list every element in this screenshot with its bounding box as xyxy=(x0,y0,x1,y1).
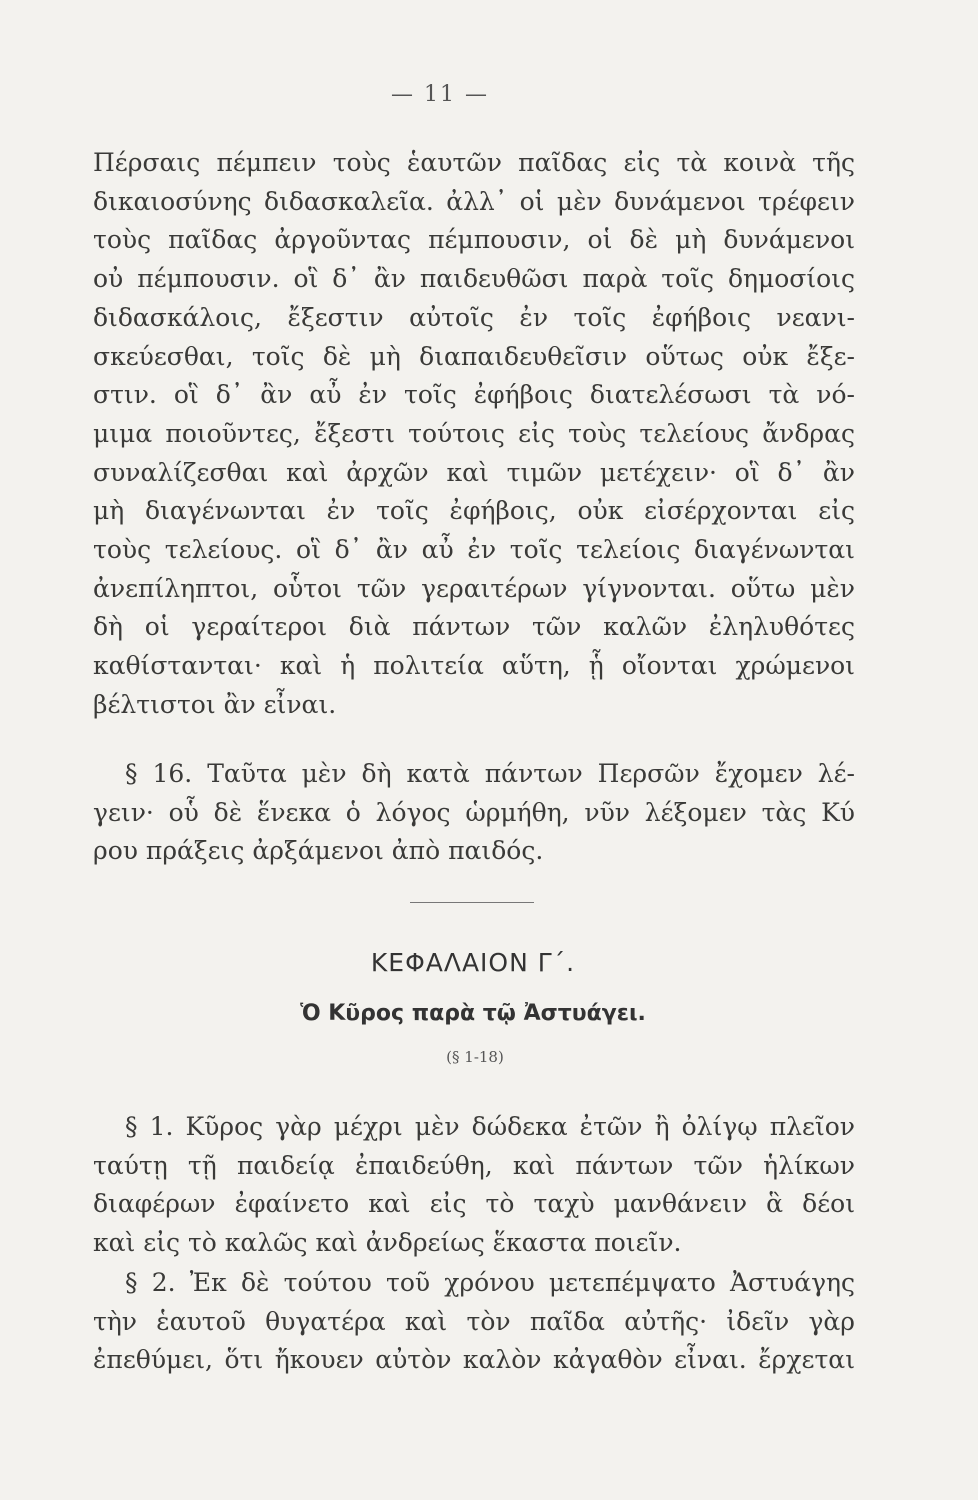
text-line: μιμα ποιοῦντες, ἔξεστι τούτοις εἰς τοὺς τελείους ἄνδρας xyxy=(93,418,855,448)
text-line: δικαιοσύνης διδασκαλεῖα. ἀλλ᾽ οἱ μὲν δυνάμενοι τρέφειν xyxy=(93,186,855,216)
text-line: τοὺς παῖδας ἀργοῦντας πέμπουσιν, οἱ δὲ μὴ δυνάμενοι xyxy=(93,225,855,255)
text-line: ἐπεθύμει, ὅτι ἤκουεν αὐτὸν καλὸν κἀγαθὸν εἶναι. ἔρχεται xyxy=(93,1345,855,1375)
text-line: σκεύεσθαι, τοῖς δὲ μὴ διαπαιδευθεῖσιν οὕτως οὐκ ἔξε- xyxy=(93,341,855,371)
paragraph-section-1 xyxy=(93,1108,855,1263)
text-line: § 2. Ἐκ δὲ τούτου τοῦ χρόνου μετεπέμψατο Ἀστυάγης xyxy=(125,1268,855,1297)
text-line: καθίστανται· καὶ ἡ πολιτεία αὕτη, ᾗ οἴονται χρώμενοι xyxy=(93,651,855,681)
text-line: καὶ εἰς τὸ καλῶς καὶ ἀνδρείως ἕκαστα ποιεῖν. xyxy=(93,1228,682,1258)
text-line: § 16. Ταῦτα μὲν δὴ κατὰ πάντων Περσῶν ἔχομεν λέ- xyxy=(125,759,855,788)
text-line: Πέρσαις πέμπειν τοὺς ἑαυτῶν παῖδας εἰς τὰ κοινὰ τῆς xyxy=(93,148,855,177)
text-line: τοὺς τελείους. οἳ δ᾽ ἂν αὖ ἐν τοῖς τελείοις διαγένωνται xyxy=(93,535,855,565)
paragraph-1 xyxy=(93,144,855,725)
paragraph-section-16 xyxy=(93,755,855,871)
section-range: (§ 1-18) xyxy=(446,1048,504,1066)
text-line: μὴ διαγένωνται ἐν τοῖς ἐφήβοις, οὐκ εἰσέρχονται εἰς xyxy=(93,496,855,526)
text-line: οὐ πέμπουσιν. οἳ δ᾽ ἂν παιδευθῶσι παρὰ τοῖς δημοσίοις xyxy=(93,264,855,294)
section-divider xyxy=(410,902,534,903)
page-number: — 11 — xyxy=(391,82,489,107)
text-line: διαφέρων ἐφαίνετο καὶ εἰς τὸ ταχὺ μανθάνειν ἃ δέοι xyxy=(93,1189,855,1219)
text-line: στιν. οἳ δ᾽ ἂν αὖ ἐν τοῖς ἐφήβοις διατελέσωσι τὰ νό- xyxy=(93,380,855,410)
text-line: τὴν ἑαυτοῦ θυγατέρα καὶ τὸν παῖδα αὐτῆς· ἰδεῖν γὰρ xyxy=(93,1306,855,1336)
text-line: § 1. Κῦρος γὰρ μέχρι μὲν δώδεκα ἐτῶν ἢ ὀλίγῳ πλεῖον xyxy=(125,1112,855,1141)
text-line: ἀνεπίληπτοι, οὗτοι τῶν γεραιτέρων γίγνονται. οὕτω μὲν xyxy=(93,573,855,603)
chapter-heading: ΚΕΦΑΛΑΙΟΝ Γ΄. xyxy=(370,948,576,977)
paragraph-section-2 xyxy=(93,1264,855,1380)
text-line: διδασκάλοις, ἔξεστιν αὐτοῖς ἐν τοῖς ἐφήβοις νεανι- xyxy=(93,302,855,332)
text-line: βέλτιστοι ἂν εἶναι. xyxy=(93,689,337,719)
text-line: ρου πράξεις ἀρξάμενοι ἀπὸ παιδός. xyxy=(93,836,544,866)
text-line: συναλίζεσθαι καὶ ἀρχῶν καὶ τιμῶν μετέχειν· οἳ δ᾽ ἂν xyxy=(93,457,855,487)
text-line: ταύτῃ τῇ παιδείᾳ ἐπαιδεύθη, καὶ πάντων τῶν ἡλίκων xyxy=(93,1150,855,1180)
text-line: γειν· οὗ δὲ ἕνεκα ὁ λόγος ὡρμήθη, νῦν λέξομεν τὰς Κύ xyxy=(93,797,855,827)
chapter-title: Ὁ Κῦρος παρὰ τῷ Ἀστυάγει. xyxy=(300,1001,646,1026)
text-line: δὴ οἱ γεραίτεροι διὰ πάντων τῶν καλῶν ἐληλυθότες xyxy=(93,612,855,642)
